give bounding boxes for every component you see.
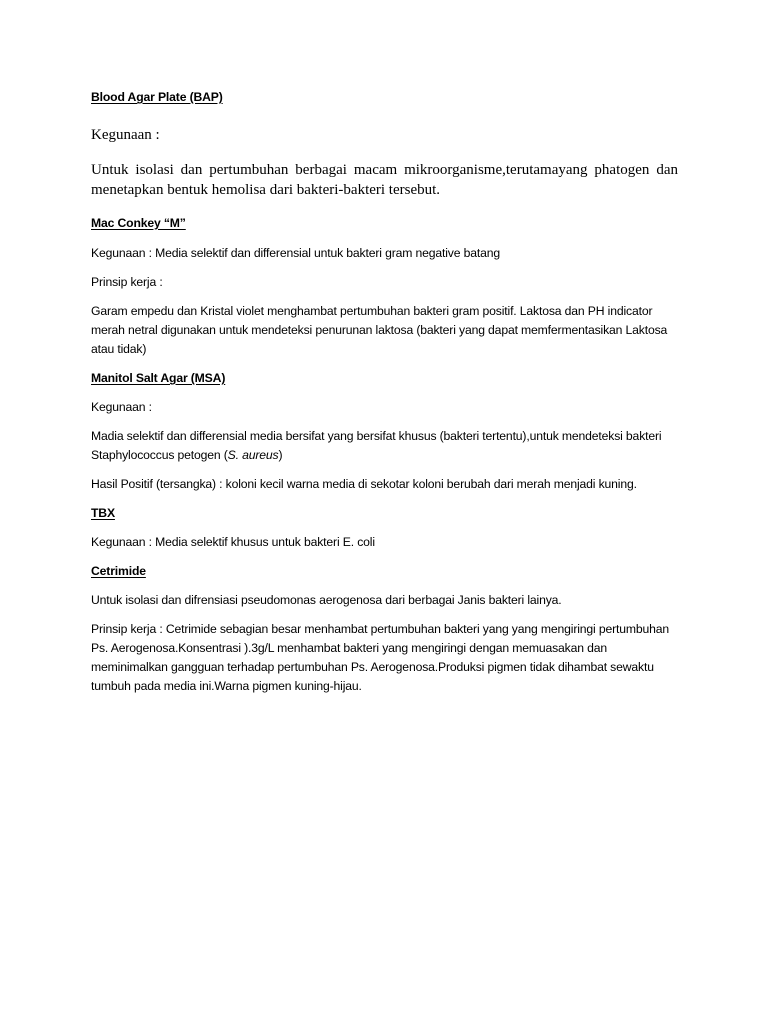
tbx-kegunaan: Kegunaan : Media selektif khusus untuk bakteri E. coli xyxy=(91,535,375,549)
msa-description-text: Madia selektif dan differensial media bersifat yang bersifat khusus (bakteri tertentu),untuk mendeteksi bakteri Staphylococcus petogen ( xyxy=(91,429,662,462)
macconkey-kegunaan: Kegunaan : Media selektif dan differensial untuk bakteri gram negative batang xyxy=(91,246,500,260)
msa-description xyxy=(91,427,678,465)
bap-kegunaan-text: Untuk isolasi dan pertumbuhan berbagai macam mikroorganisme,terutamayang phatogen dan menetapkan bentuk hemolisa dari bakteri-bakteri tersebut. xyxy=(91,162,678,198)
macconkey-prinsip-label: Prinsip kerja : xyxy=(91,275,163,289)
msa-kegunaan-label: Kegunaan : xyxy=(91,400,152,414)
document-page xyxy=(91,88,678,696)
section-title-macconkey: Mac Conkey “M” xyxy=(91,216,186,230)
bap-kegunaan-label: Kegunaan : xyxy=(91,127,160,143)
cetrimide-description: Untuk isolasi dan difrensiasi pseudomonas aerogenosa dari berbagai Janis bakteri lainya. xyxy=(91,593,562,607)
section-title-msa: Manitol Salt Agar (MSA) xyxy=(91,371,226,385)
msa-description-close: ) xyxy=(278,448,283,462)
macconkey-prinsip-text: Garam empedu dan Kristal violet menghambat pertumbuhan bakteri gram positif. Laktosa dan PH indicator merah netral digunakan untuk mendeteksi penurunan laktosa (bakteri yang dapat memfermentasikan Laktosa atau tidak) xyxy=(91,304,668,356)
msa-organism-italic: S. aureus xyxy=(227,448,279,462)
section-title-cetrimide: Cetrimide xyxy=(91,564,146,578)
msa-hasil-positif: Hasil Positif (tersangka) : koloni kecil warna media di sekotar koloni berubah dari merah menjadi kuning. xyxy=(91,477,637,491)
section-title-bap: Blood Agar Plate (BAP) xyxy=(91,90,223,104)
section-title-tbx: TBX xyxy=(91,506,115,520)
cetrimide-prinsip: Prinsip kerja : Cetrimide sebagian besar menhambat pertumbuhan bakteri yang yang mengiringi pertumbuhan Ps. Aerogenosa.Konsentrasi ).3g/L menhambat bakteri yang mengiringi dengan memuasakan dan meminimalkan gangguan terhadap pertumbuhan Ps. Aerogenosa.Produksi pigmen tidak dihambat sewaktu tumbuh pada media ini.Warna pigmen kuning-hijau. xyxy=(91,622,670,693)
